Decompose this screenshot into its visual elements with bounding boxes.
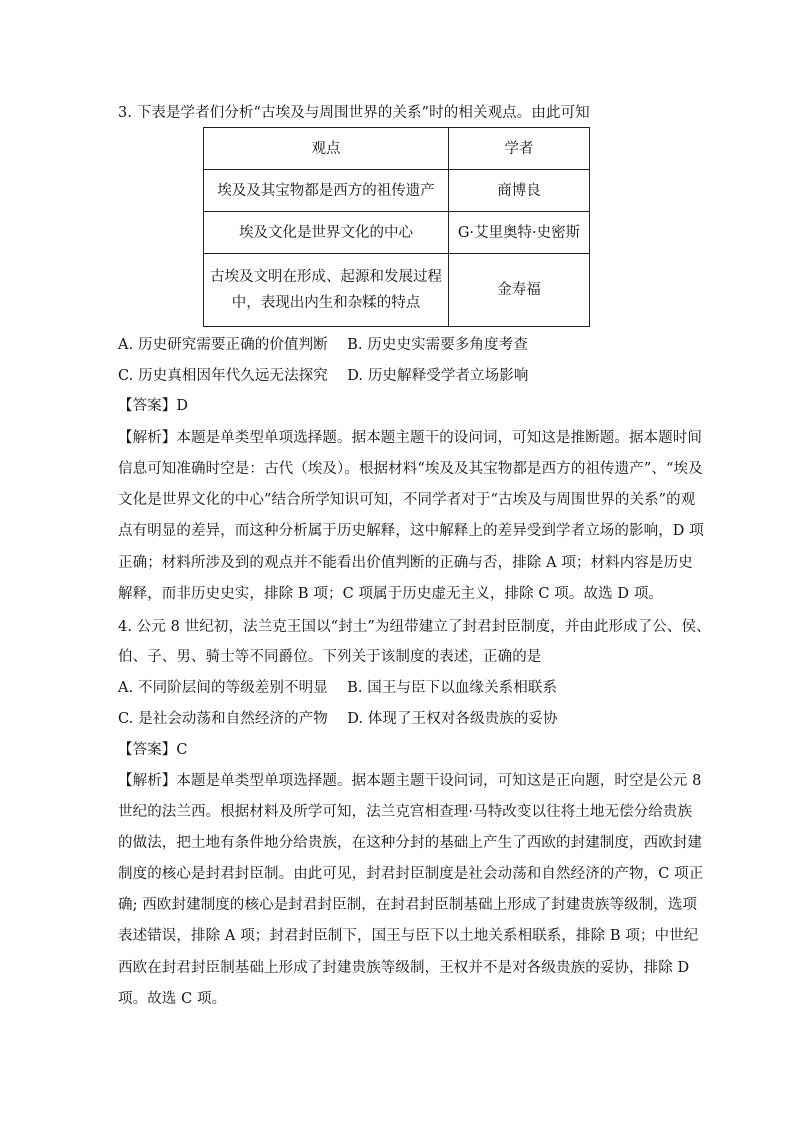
table-cell-scholar: 商博良 bbox=[449, 170, 590, 212]
table-row bbox=[204, 170, 590, 212]
q4-analysis-line: 确; 西欧封建制度的核心是封君封臣制，在封君封臣制基础上形成了封建贵族等级制，选项 bbox=[118, 897, 698, 913]
q3-analysis-line: 解释，而非历史史实，排除 B 项；C 项属于历史虚无主义，排除 C 项。故选 D 项。 bbox=[118, 586, 664, 602]
table-header-row bbox=[204, 128, 590, 170]
q3-analysis-line: 文化是世界文化的中心”结合所学知识可知，不同学者对于“古埃及与周围世界的关系”的观 bbox=[118, 492, 696, 508]
table-header-viewpoint: 观点 bbox=[204, 128, 449, 170]
q4-analysis-line: 的做法，把土地有条件地分给贵族，在这种分封的基础上产生了西欧的封建制度，西欧封建 bbox=[118, 835, 702, 851]
q4-analysis-line: 【解析】本题是单类型单项选择题。据本题主题干设问词，可知这是正向题，时空是公元 8 bbox=[118, 773, 702, 789]
q4-analysis-line: 表述错误，排除 A 项；封君封臣制下，国王与臣下以土地关系相联系，排除 B 项；中世纪 bbox=[118, 928, 699, 944]
table-cell-viewpoint: 埃及及其宝物都是西方的祖传遗产 bbox=[204, 170, 449, 212]
q3-analysis-line: 点有明显的差异，而这种分析属于历史解释，这中解释上的差异受到学者立场的影响，D 项 bbox=[118, 523, 704, 539]
table-row bbox=[204, 254, 590, 327]
table-cell-scholar: G·艾里奥特·史密斯 bbox=[449, 212, 590, 254]
q4-stem-line: 4. 公元 8 世纪初，法兰克王国以“封土”为纽带建立了封君封臣制度，并由此形成了公、侯、 bbox=[118, 619, 711, 635]
q4-options-cd: C. 是社会动荡和自然经济的产物 D. 体现了王权对各级贵族的妥协 bbox=[118, 711, 558, 727]
q4-analysis-line: 制度的核心是封君封臣制。由此可见，封君封臣制度是社会动荡和自然经济的产物，C 项正 bbox=[118, 866, 704, 882]
q4-options-ab: A. 不同阶层间的等级差别不明显 B. 国王与臣下以血缘关系相联系 bbox=[118, 680, 558, 696]
table-cell-viewpoint bbox=[204, 254, 449, 327]
q3-analysis-line: 正确；材料所涉及到的观点并不能看出价值判断的正确与否，排除 A 项；材料内容是历史 bbox=[118, 555, 693, 571]
table-header-scholar: 学者 bbox=[449, 128, 590, 170]
q3-table bbox=[203, 127, 590, 327]
q3-analysis-line: 【解析】本题是单类型单项选择题。据本题主题干的设问词，可知这是推断题。据本题时间 bbox=[118, 430, 702, 446]
q4-answer: 【答案】C bbox=[118, 742, 188, 758]
q4-analysis-line: 西欧在封君封臣制基础上形成了封建贵族等级制，王权并不是对各级贵族的妥协，排除 D bbox=[118, 960, 690, 976]
table-cell-line: 古埃及文明在形成、起源和发展过程 bbox=[210, 269, 442, 285]
table-row bbox=[204, 212, 590, 254]
q4-analysis-line: 世纪的法兰西。根据材料及所学可知，法兰克宫相查理·马特改变以往将土地无偿分给贵族 bbox=[118, 804, 693, 820]
q3-stem: 3. 下表是学者们分析“古埃及与周围世界的关系”时的相关观点。由此可知 bbox=[118, 105, 590, 121]
table-cell-viewpoint: 埃及文化是世界文化的中心 bbox=[204, 212, 449, 254]
q3-options-ab: A. 历史研究需要正确的价值判断 B. 历史史实需要多角度考查 bbox=[118, 337, 528, 353]
q3-analysis-line: 信息可知准确时空是：古代（埃及）。根据材料“埃及及其宝物都是西方的祖传遗产”、“埃及 bbox=[118, 461, 703, 477]
q4-analysis-line: 项。故选 C 项。 bbox=[118, 991, 227, 1007]
q4-stem-line: 伯、子、男、骑士等不同爵位。下列关于该制度的表述，正确的是 bbox=[118, 649, 542, 665]
table-cell-scholar: 金寿福 bbox=[449, 254, 590, 327]
q3-options-cd: C. 历史真相因年代久远无法探究 D. 历史解释受学者立场影响 bbox=[118, 368, 529, 384]
q3-answer: 【答案】D bbox=[118, 398, 189, 414]
table-cell-line: 中，表现出内生和杂糅的特点 bbox=[231, 295, 421, 311]
